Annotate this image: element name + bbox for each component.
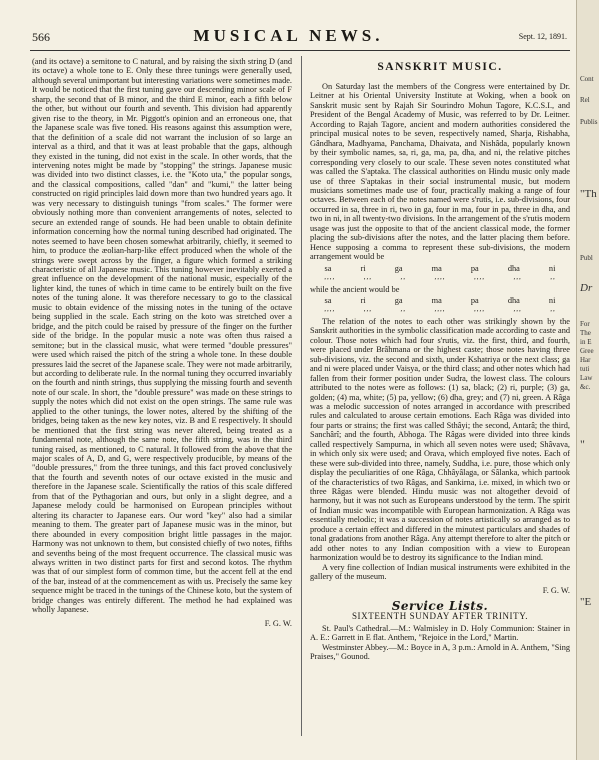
issue-date: Sept. 12, 1891. [518,32,567,41]
sruti-mark: ,,, [513,305,522,314]
service-lists-heading: Service Lists. [391,599,489,614]
sruti-mark: ,, [400,305,406,314]
spine-text: The [580,329,591,337]
sruti-mark: ,,, [363,305,372,314]
sruti-mark: ,, [400,273,406,282]
spine-text: tuti [580,365,590,373]
note-label: ga [394,295,403,305]
spine-text: Rel [580,96,590,104]
left-column-text: (and its octave) a semitone to C natural, and by raising the sixth string D (and its octave) a whole tone to E. Only these three tunings were generally used, although several unimportant but interesting variations were sometimes made. It would be noticed that the first tuning gave our descending minor scale of F sharp, the second that of B minor, and the third E minor, each a fifth below the other, but without our fourth and seventh. This division had apparently given rise to the theory, in Mr. Piggott's opinion and an erroneous one, that the Japanese scale was five toned. His reasons against this assumption were, that the definition of a scale did not warrant the inclusion of so large an interval as a third, and that it was at least probable that the gaps, although they existed in the tuning, did not exist in the scale. In other words, that the intervening notes might be made by "stopping" the strings. Japanese music was divided into two distinct classes, i.e. the "Koto uta," the popular songs, and the classical compositions, called "dan" and "kumi," the latter being constructed on rigid principles laid down more than two hundred years ago. It was very necessary to distinguish tunings "from scales." The former were obviously nothing more than convenient arrangements of notes, selected to secure an extended range of sounds. He had been unable to obtain definite information concerning how the normal tuning described had originated. The notes seemed to have been chosen somewhat arbitrarily, chiefly, it seemed to him, to produce the æolian-harp-like effect produced when the whole of the strings were swept across by the finger, a figure which formed a striking characteristic of all Japanese music. This tuning however inevitably exerted a great influence on the development of the national music, especially of the lighter kind, the tunes of which in time came to be entirely built on the five notes of the tuning alone. It was therefore necessary to go to the classical music to obtain evidence of the missing notes in the tuning of the octave being supplied in the scale. Each string on the koto was stretched over a bridge, and the pitch could be raised by pressure of the finger on the further side of the bridge. In the popular music a note was often thus raised a semitone; but in the classical music, what were termed "double pressures" were used which raised the pitch of the string a whole tone. In these double pressures laid the secret of the Japanese scale. They were not made arbitrarily, but according to deliberate rule. In the normal tuning they occurred invariably on the fourth and ninth strings, thus supplying the missing fourth and seventh note of our scale. In short, the "double pressure" was made on these strings to supply the notes which did not exist on the open strings. The same rule was applied to the other tunings, the lower notes, altered by the shifting of the bridges, being taken as the new key notes, viz. B and E respectively. It should be mentioned that the first string was never altered, being treated as a fundamental note, although the same note, the fifth string, was in the third tuning raised, as mentioned, to C natural. It followed from the above that the major scales of A, D, and G, were respectively producible, by means of the "double pressures," from the three tunings, and this fact proved conclusively that the fourth and seventh notes of our octave existed in the music and therefore in the Japanese scale. Scientifically the ratios of this scale differed from that of the Pythagorian and ours, but only in a slight degree, and a Japanese melody could be harmonised on European principles without altering its character to Japanese ears. Our word "key" also had a similar meaning to them. The greater part of Japanese music was in the minor, but there abounded in every composition bright little passages in the major. Harmony was not unknown to them, but consisted chiefly of two notes, fifths and sevenths being of the most frequent occurrence. The classical music was always written in two distinct parts for first and second kotos. The rhythm was that of our simplest form of common time, but the accent fell at the end of the bar, instead of at the commencement as with us. Precisely the same key sequence might be traced in the tunings of the Chinese koto, but the system of bridge changes was entirely different. The method he had explained was wholly Japanese. [32,57,292,615]
modern-note-row [310,264,570,273]
sruti-mark: ,,,, [434,305,446,314]
spine-text: " [580,437,585,451]
spine-text: For [580,320,590,328]
note-label: pa [470,295,479,305]
note-label: ga [394,263,403,273]
spine-text: Gree [580,347,594,355]
header-rule [30,50,570,51]
column-divider [301,56,302,736]
spine-text: "Th [580,188,597,200]
sruti-mark: ,,,, [474,273,485,282]
right-column [310,82,570,662]
service-entry-westminster: Westminster Abbey.—M.: Boyce in A, 3 p.m.: Arnold in A. Anthem, "Sing Praises," Gounod. [310,642,570,662]
sruti-mark: ,,, [513,273,522,282]
note-label: sa [324,295,332,305]
masthead-title: MUSICAL NEWS. [193,26,384,45]
sruti-mark: ,,,, [324,305,336,314]
ancient-sruti-marks [310,305,570,314]
note-label: dha [507,295,520,305]
modern-sruti-marks [310,273,570,282]
spine-text: Har [580,356,591,364]
left-signature: F. G. W. [264,618,292,628]
ancient-intro: while the ancient would be [310,284,400,294]
article-paragraph-2: The relation of the notes to each other was strikingly shown by the Sanskrit authorities in the symbolic classification made according to caste and colour. Those notes which had four s'rutis, viz. the first, third, and fourth, were placed under Brâhmana or the highest caste; those notes having three sub-divisions, viz. the second and sixth, under Kshatriya or the next class; ga and ni were placed under Vaisya, or the third class; and other notes which had fallen from their former position under Sudra, the lowest class. The colours attributed to the notes were as follows: (1) sa, black; (2) ri, purple; (3) ga, golden; (4) ma, white; (5) pa, yellow; (6) dha, grey; and (7) ni, green. A Râga was a melodic succession of notes arranged in accordance with prescribed rules and calculated to arouse certain emotions. Each Râga was divided into four parts or strains; the first was called Sthâyi; the second, Antarâ; the third, Sanchârî; and the fourth, Abhoga. The Râgas were divided into three kinds called respectively Sampurna, in which all seven notes were used; Shâvava, in which only six were used; and Orava, which employed five notes. Each of these were sub-divided into three, namely, Suddha, i.e. pure, those which only display the peculiarities of one Râga, Chhâyâlaga, or Sâlanka, which partook of the characteristics of two Râgas, and Sankirna, i.e. mixed, in which two or three Râgas were blended. Hindu music was not altogether devoid of harmony, but it was not such as Europeans understood by the term. The spirit of Indian music was incompatible with European harmonization. A Râga was essentially melodic; it was a succession of notes artistically so arranged as to produce a certain effect and differed in the minutest particulars and shades of tonal gradations from another Râga. Any attempt therefore to alter the pitch or add other notes to any Indian composition with a view to European harmonization would be to destroy its significance to the Indian mind. [310,316,570,563]
note-label: ni [548,295,556,305]
sruti-mark: ,,,, [324,273,336,282]
note-label: ma [431,263,442,273]
spine-text: Cont [580,75,594,83]
service-entry-st-pauls: St. Paul's Cathedral.—M.: Walmisley in D. Holy Communion: Stainer in A. E.: Garrett in E flat. Anthem, "Rejoice in the Lord," Martin. [310,623,570,643]
sruti-mark: ,, [550,305,556,314]
article-paragraph-1: On Saturday last the members of the Congress were entertained by Dr. Leitner at his Oriental University Institute at Woking, when a book on Sanskrit music sent by Rajah Sir Sourindro Mohun Tagore, K.C.S.I., and President of the Bengal Academy of Music, was referred to by Dr. Leitner. According to Rajah Tagore, ancient and modern authorities considered the principal musical notes to be seven, respectively named, Sharja, Rishabha, Gândhara, Madhyama, Panchama, Dhaivata, and Nishâda, popularly known by their symbolic names, sa, ri, ga, ma, pa, dha, and ni, the relative pitches corresponding very closely to our scale. These seven notes constituted what was called the S'aptaka. The classical authorities on Hindu music only made use of three S'aptakas in their social instrumental music, but modern musicians sometimes made use of four, practically making a range of four octaves. Between each of the notes named were s'rutis, i.e. sub-divisions, four occurred in sa, three in ri, two in ga, four in ma, four in pa, three in dha, and two in ni, in all twenty-two divisions. In the arrangement of the s'rutis modern usage was just the opposite to that of the ancient classical mode, the former placing the sub-divisions after the notes, and the latter placing them before. Hence supposing a comma to represent these sub-divisions, the modern arrangement would be [310,82,570,262]
note-label: ni [548,263,556,273]
sruti-mark: ,, [550,273,556,282]
left-column [32,57,292,628]
article-title: SANSKRIT MUSIC. [377,61,503,73]
adjacent-page-edge [576,0,599,760]
sruti-mark: ,,,, [474,305,485,314]
note-label: dha [507,263,520,273]
service-lists-subheading: SIXTEENTH SUNDAY AFTER TRINITY. [351,611,529,622]
note-label: sa [324,263,332,273]
page-number: 566 [32,30,50,44]
right-signature: F. G. W. [542,585,570,595]
spine-text: Publis [580,118,598,126]
note-label: pa [470,263,479,273]
spine-text: Law [580,374,593,382]
note-label: ma [431,295,442,305]
spine-text: &c. [580,383,591,391]
ancient-note-row [310,296,570,305]
sruti-mark: ,,, [363,273,372,282]
spine-text: Publ [580,254,593,262]
note-label: ri [360,263,366,273]
spine-text: "E [580,596,592,608]
spine-text: Dr [580,282,593,294]
spine-text: in E [580,338,592,346]
sruti-mark: ,,,, [434,273,446,282]
article-paragraph-3: A very fine collection of Indian musical instruments were exhibited in the gallery of the museum. [310,562,570,582]
note-label: ri [360,295,366,305]
